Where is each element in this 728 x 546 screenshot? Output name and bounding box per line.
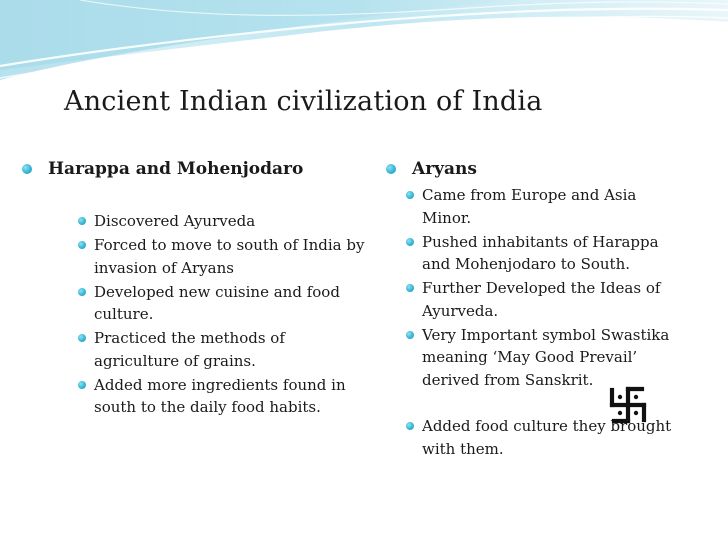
blue-dot-bullet-icon bbox=[78, 217, 86, 225]
list-item: Very Important symbol Swastika meaning ‘May Good Prevail’ derived from Sanskrit. bbox=[402, 324, 682, 392]
left-column bbox=[18, 157, 363, 420]
right-heading bbox=[382, 157, 712, 181]
blue-dot-bullet-icon bbox=[78, 334, 86, 342]
list-item: Added food culture they brought with them. bbox=[402, 415, 682, 460]
header-wave-decoration bbox=[0, 0, 728, 90]
list-item: Developed new cuisine and food culture. bbox=[38, 281, 366, 326]
blue-dot-bullet-icon bbox=[78, 288, 86, 296]
left-heading-label: Harappa and Mohenjodaro bbox=[48, 159, 304, 179]
list-item: Forced to move to south of India by invasion of Aryans bbox=[38, 234, 366, 279]
list-item: Pushed inhabitants of Harappa and Mohenjodaro to South. bbox=[402, 231, 682, 276]
blue-dot-bullet-icon bbox=[406, 191, 414, 199]
blue-dot-bullet-icon bbox=[386, 164, 396, 174]
blue-dot-bullet-icon bbox=[406, 284, 414, 292]
list-item: Discovered Ayurveda bbox=[38, 210, 366, 233]
list-item: Further Developed the Ideas of Ayurveda. bbox=[402, 277, 682, 322]
blue-dot-bullet-icon bbox=[78, 241, 86, 249]
blue-dot-bullet-icon bbox=[22, 164, 32, 174]
slide-title: Ancient Indian civilization of India bbox=[64, 86, 543, 117]
swastika-icon bbox=[608, 384, 648, 426]
list-item: Came from Europe and Asia Minor. bbox=[402, 184, 682, 229]
blue-dot-bullet-icon bbox=[406, 331, 414, 339]
blue-dot-bullet-icon bbox=[406, 238, 414, 246]
list-item: Added more ingredients found in south to the daily food habits. bbox=[38, 374, 366, 419]
list-item: Practiced the methods of agriculture of grains. bbox=[38, 327, 366, 372]
right-heading-label: Aryans bbox=[412, 159, 477, 179]
right-column bbox=[382, 157, 712, 462]
blue-dot-bullet-icon bbox=[406, 422, 414, 430]
blue-dot-bullet-icon bbox=[78, 381, 86, 389]
left-heading bbox=[18, 157, 363, 181]
left-bullet-list bbox=[76, 210, 366, 419]
